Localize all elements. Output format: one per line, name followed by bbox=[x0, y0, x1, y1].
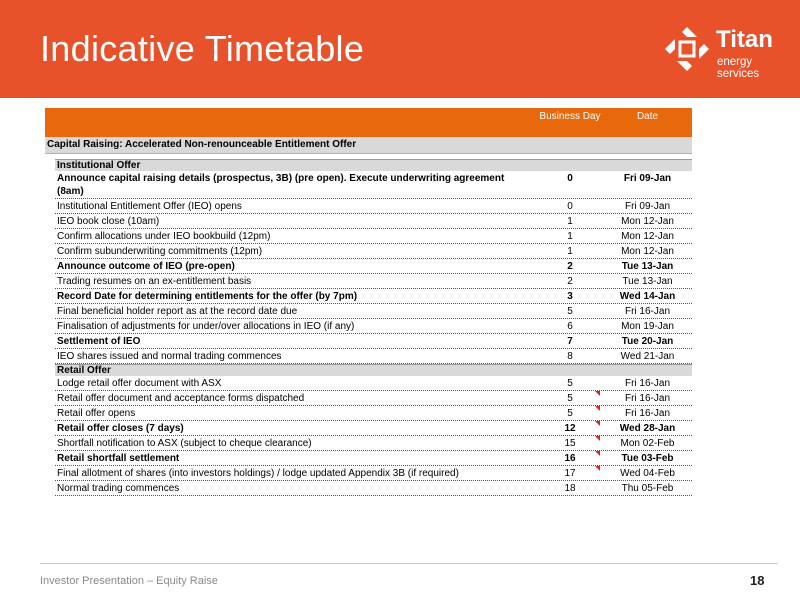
logo-sub-line2: services bbox=[717, 68, 760, 80]
row-business-day: 5 bbox=[567, 393, 573, 404]
table-row bbox=[55, 319, 692, 334]
table-row bbox=[55, 199, 692, 214]
footer-text: Investor Presentation – Equity Raise bbox=[40, 575, 218, 587]
comment-marker-icon bbox=[595, 466, 600, 471]
row-description: Lodge retail offer document with ASX bbox=[57, 378, 222, 389]
row-date: Mon 02-Feb bbox=[620, 438, 675, 449]
logo-name: Titan bbox=[716, 26, 773, 53]
titan-logo-icon bbox=[662, 24, 712, 74]
table-row bbox=[55, 451, 692, 466]
row-business-day: 12 bbox=[564, 423, 576, 434]
table-row bbox=[55, 304, 692, 319]
row-business-day: 5 bbox=[567, 306, 573, 317]
table-row bbox=[55, 259, 692, 274]
table-row bbox=[55, 171, 692, 199]
column-header-date: Date bbox=[636, 111, 659, 122]
table-row bbox=[55, 406, 692, 421]
row-business-day: 1 bbox=[567, 216, 573, 227]
table-row bbox=[55, 391, 692, 406]
row-description: Settlement of IEO bbox=[57, 336, 141, 347]
column-header-business-day: Business Day bbox=[539, 111, 601, 122]
row-business-day: 17 bbox=[564, 468, 576, 479]
footer-divider bbox=[40, 563, 778, 564]
row-business-day: 1 bbox=[567, 246, 573, 257]
timetable-groups bbox=[45, 159, 692, 496]
row-date: Wed 28-Jan bbox=[619, 423, 676, 434]
row-date: Fri 16-Jan bbox=[624, 306, 670, 317]
row-date: Fri 16-Jan bbox=[624, 378, 670, 389]
comment-marker-icon bbox=[595, 391, 600, 396]
group-heading: Institutional Offer bbox=[55, 159, 692, 171]
table-row bbox=[55, 421, 692, 436]
row-business-day: 3 bbox=[567, 291, 573, 302]
table-row bbox=[55, 334, 692, 349]
row-business-day: 6 bbox=[567, 321, 573, 332]
row-description: Announce capital raising details (prospectus, 3B) (pre open). Execute underwriting agreement (8am) bbox=[57, 173, 505, 197]
row-description: Retail offer document and acceptance forms dispatched bbox=[57, 393, 305, 404]
row-business-day: 7 bbox=[567, 336, 573, 347]
table-row bbox=[55, 466, 692, 481]
row-date: Fri 16-Jan bbox=[624, 408, 670, 419]
row-business-day: 15 bbox=[564, 438, 576, 449]
comment-marker-icon bbox=[595, 406, 600, 411]
row-business-day: 0 bbox=[567, 173, 573, 184]
row-business-day: 0 bbox=[567, 201, 573, 212]
table-row bbox=[55, 244, 692, 259]
row-date: Mon 12-Jan bbox=[621, 216, 674, 227]
row-description: Final beneficial holder report as at the record date due bbox=[57, 306, 298, 317]
row-description: Confirm subunderwriting commitments (12pm) bbox=[57, 246, 263, 257]
row-date: Tue 03-Feb bbox=[621, 453, 674, 464]
section-title: Capital Raising: Accelerated Non-renounceable Entitlement Offer bbox=[45, 137, 692, 154]
row-date: Tue 20-Jan bbox=[621, 336, 674, 347]
table-row bbox=[55, 481, 692, 496]
row-date: Fri 09-Jan bbox=[623, 173, 672, 184]
row-date: Wed 04-Feb bbox=[620, 468, 675, 479]
row-description: Shortfall notification to ASX (subject to cheque clearance) bbox=[57, 438, 312, 449]
row-date: Tue 13-Jan bbox=[621, 261, 674, 272]
row-description: Retail offer opens bbox=[57, 408, 136, 419]
row-description: Trading resumes on an ex-entitlement basis bbox=[57, 276, 252, 287]
header-banner bbox=[0, 0, 800, 98]
table-row bbox=[55, 349, 692, 364]
row-description: Final allotment of shares (into investors holdings) / lodge updated Appendix 3B (if required) bbox=[57, 468, 459, 479]
company-logo bbox=[662, 20, 792, 90]
timetable bbox=[45, 108, 692, 496]
table-row bbox=[55, 274, 692, 289]
row-description: IEO book close (10am) bbox=[57, 216, 160, 227]
row-description: Retail offer closes (7 days) bbox=[57, 423, 184, 434]
row-description: Finalisation of adjustments for under/over allocations in IEO (if any) bbox=[57, 321, 355, 332]
row-description: Announce outcome of IEO (pre-open) bbox=[57, 261, 235, 272]
row-date: Mon 19-Jan bbox=[621, 321, 674, 332]
row-date: Wed 14-Jan bbox=[619, 291, 676, 302]
table-row bbox=[55, 229, 692, 244]
page-number: 18 bbox=[750, 573, 765, 588]
row-description: Institutional Entitlement Offer (IEO) opens bbox=[57, 201, 242, 212]
row-business-day: 18 bbox=[564, 483, 576, 494]
row-business-day: 5 bbox=[567, 408, 573, 419]
row-business-day: 2 bbox=[567, 276, 573, 287]
comment-marker-icon bbox=[595, 451, 600, 456]
row-description: Record Date for determining entitlements for the offer (by 7pm) bbox=[57, 291, 358, 302]
row-business-day: 8 bbox=[567, 351, 573, 362]
row-description: Confirm allocations under IEO bookbuild (12pm) bbox=[57, 231, 271, 242]
row-description: Normal trading commences bbox=[57, 483, 180, 494]
row-business-day: 16 bbox=[564, 453, 576, 464]
row-business-day: 5 bbox=[567, 378, 573, 389]
row-date: Tue 13-Jan bbox=[622, 276, 673, 287]
row-date: Thu 05-Feb bbox=[621, 483, 674, 494]
table-row bbox=[55, 214, 692, 229]
table-header bbox=[45, 108, 692, 137]
row-business-day: 1 bbox=[567, 231, 573, 242]
table-row bbox=[55, 289, 692, 304]
group-heading: Retail Offer bbox=[55, 364, 692, 376]
row-date: Fri 09-Jan bbox=[624, 201, 670, 212]
row-description: Retail shortfall settlement bbox=[57, 453, 180, 464]
table-row bbox=[55, 376, 692, 391]
table-row bbox=[55, 436, 692, 451]
comment-marker-icon bbox=[595, 436, 600, 441]
comment-marker-icon bbox=[595, 421, 600, 426]
row-date: Wed 21-Jan bbox=[620, 351, 675, 362]
page-title: Indicative Timetable bbox=[40, 28, 365, 69]
row-date: Fri 16-Jan bbox=[624, 393, 670, 404]
logo-sub-line1: energy bbox=[717, 56, 753, 68]
row-business-day: 2 bbox=[567, 261, 573, 272]
row-date: Mon 12-Jan bbox=[621, 231, 674, 242]
row-description: IEO shares issued and normal trading commences bbox=[57, 351, 282, 362]
row-date: Mon 12-Jan bbox=[621, 246, 674, 257]
